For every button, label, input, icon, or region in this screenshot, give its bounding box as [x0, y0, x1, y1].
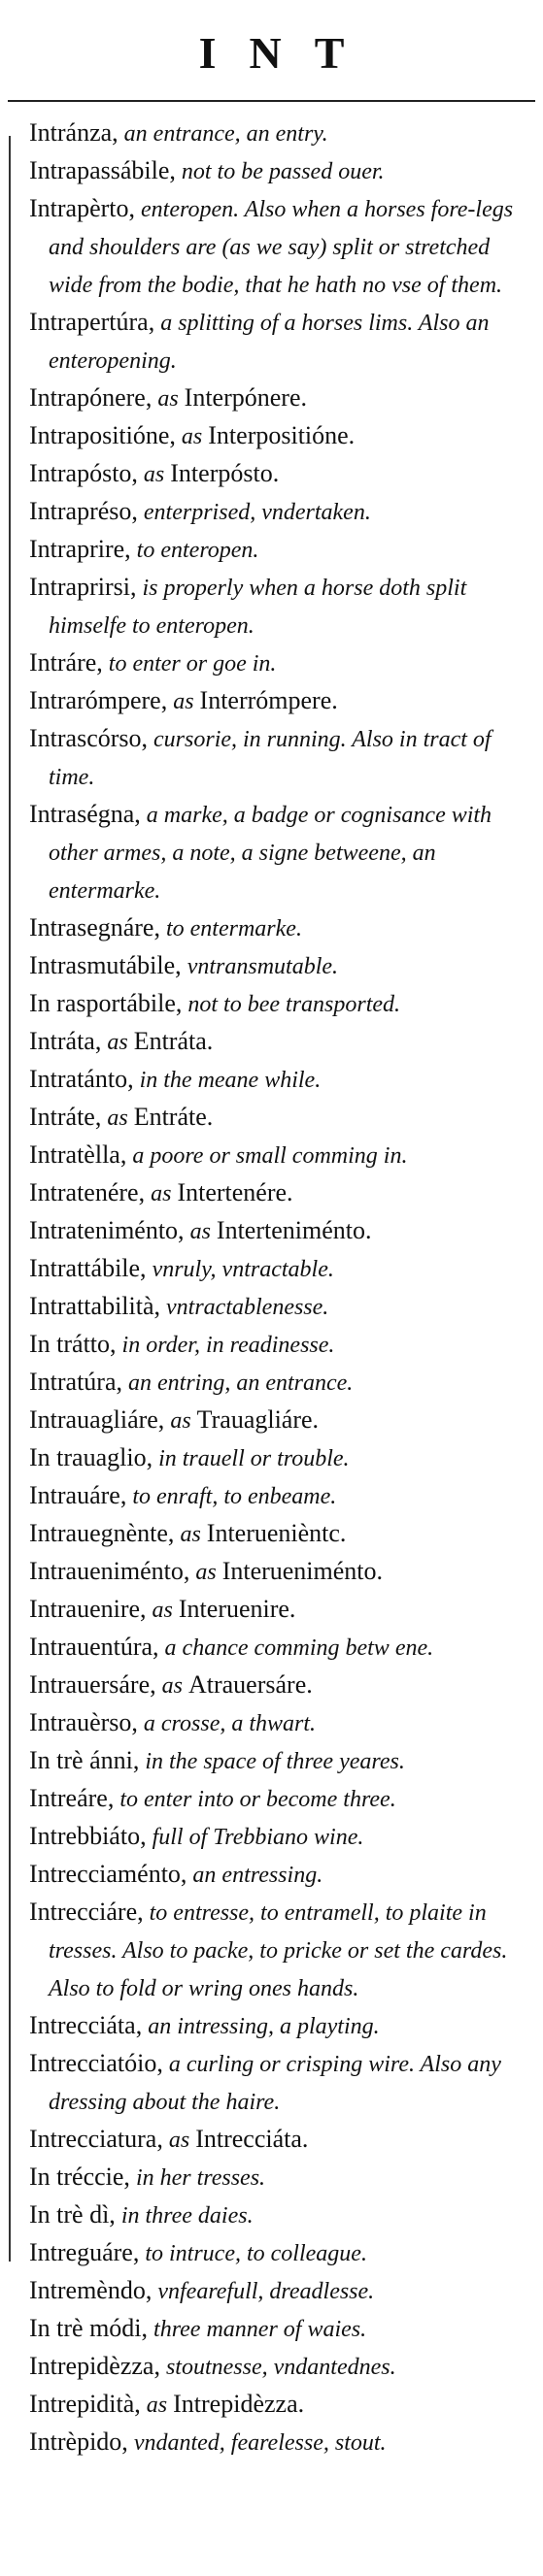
- dictionary-entry: [29, 2310, 534, 2348]
- entry-gloss: is properly when a horse doth split himselfe to enteropen.: [49, 576, 467, 639]
- entry-headword: Intrecciáta,: [29, 2011, 143, 2039]
- entry-headword: Intremèndo,: [29, 2276, 153, 2304]
- entry-gloss: as: [167, 689, 200, 714]
- dictionary-entry: [29, 455, 534, 493]
- entry-headword: Intrepidità,: [29, 2390, 141, 2418]
- dictionary-entry: [29, 1515, 534, 1553]
- dictionary-entry: [29, 1667, 534, 1704]
- dictionary-entry: [29, 417, 534, 455]
- entry-headword: Intránza,: [29, 118, 119, 147]
- entry-gloss: as: [162, 2128, 196, 2153]
- entry-headword: Intrapréso,: [29, 497, 138, 525]
- entry-cross-reference: Interteniménto.: [216, 1216, 372, 1244]
- entry-headword: Intrapónere,: [29, 383, 153, 412]
- entry-headword: In trátto,: [29, 1330, 117, 1358]
- entry-headword: Intrepidèzza,: [29, 2352, 160, 2380]
- entry-headword: Intrauáre,: [29, 1481, 127, 1509]
- header-rule: [8, 100, 535, 102]
- dictionary-entry: [29, 2159, 534, 2196]
- dictionary-entry: [29, 1174, 534, 1212]
- entry-cross-reference: Interpónere.: [184, 383, 307, 412]
- dictionary-entry: [29, 2234, 534, 2272]
- entry-headword: Intrecciatura,: [29, 2125, 163, 2153]
- dictionary-entry: [29, 720, 534, 796]
- entry-cross-reference: Intrepidèzza.: [173, 2390, 305, 2418]
- entry-gloss: enteropen. Also when a horses fore-legs and shoulders are (as we say) split or stretched wide from the bodie, that he hath no vse of them.: [49, 197, 514, 298]
- dictionary-entry: [29, 2424, 534, 2461]
- entry-gloss: as: [184, 1219, 217, 1244]
- entry-gloss: in order, in readinesse.: [116, 1333, 335, 1358]
- entry-headword: Intrasegnáre,: [29, 913, 160, 941]
- dictionary-entry: [29, 1477, 534, 1515]
- entry-gloss: not to be passed ouer.: [175, 159, 385, 184]
- entry-gloss: in three daies.: [115, 2203, 254, 2229]
- entry-gloss: to entermarke.: [159, 916, 302, 941]
- dictionary-entry: [29, 304, 534, 380]
- dictionary-entry: [29, 1629, 534, 1667]
- dictionary-entry: [29, 1099, 534, 1137]
- entry-headword: Intráta,: [29, 1027, 102, 1055]
- entry-headword: Intrauenire,: [29, 1595, 147, 1623]
- entry-headword: Intratánto,: [29, 1065, 134, 1093]
- dictionary-entry: [29, 115, 534, 152]
- entry-headword: Intrauentúra,: [29, 1633, 159, 1661]
- entry-cross-reference: Interrómpere.: [199, 686, 338, 714]
- dictionary-entry: [29, 152, 534, 190]
- entry-headword: Intrarómpere,: [29, 686, 168, 714]
- entry-gloss: as: [189, 1560, 222, 1585]
- entry-headword: Intrapósto,: [29, 459, 138, 487]
- entry-headword: Intráte,: [29, 1103, 102, 1131]
- entry-gloss: an entressing.: [187, 1863, 323, 1888]
- dictionary-entry: [29, 1780, 534, 1818]
- entry-headword: Intrapertúra,: [29, 308, 155, 336]
- entry-headword: Intrattabilità,: [29, 1292, 161, 1320]
- entry-gloss: a splitting of a horses lims. Also an enteropening.: [49, 311, 490, 374]
- entry-cross-reference: Entráta.: [133, 1027, 214, 1055]
- entry-headword: Intrapèrto,: [29, 194, 136, 222]
- dictionary-entry: [29, 1212, 534, 1250]
- entry-headword: Intrecciaménto,: [29, 1860, 187, 1888]
- entry-headword: Intrascórso,: [29, 724, 149, 752]
- entry-gloss: a curling or crisping wire. Also any dressing about the haire.: [49, 2052, 501, 2115]
- dictionary-entry: [29, 644, 534, 682]
- entry-gloss: as: [145, 1181, 178, 1206]
- entry-gloss: cursorie, in running. Also in tract of time.: [49, 727, 492, 790]
- entry-headword: In rasportábile,: [29, 989, 183, 1017]
- entry-gloss: as: [101, 1106, 134, 1131]
- entry-headword: Intreáre,: [29, 1784, 115, 1812]
- dictionary-entry: [29, 380, 534, 417]
- entry-list: [29, 115, 534, 2461]
- entry-cross-reference: Interpósto.: [170, 459, 280, 487]
- dictionary-entry: [29, 569, 534, 644]
- dictionary-entry: [29, 2196, 534, 2234]
- entry-gloss: as: [146, 1598, 179, 1623]
- entry-gloss: to intruce, to colleague.: [139, 2241, 367, 2266]
- entry-gloss: a chance comming betw ene.: [158, 1635, 434, 1661]
- dictionary-entry: [29, 682, 534, 720]
- entry-gloss: a poore or small comming in.: [126, 1143, 408, 1169]
- entry-headword: Intrebbiáto,: [29, 1822, 147, 1850]
- entry-gloss: vndanted, fearelesse, stout.: [127, 2430, 387, 2456]
- entry-headword: Intratèlla,: [29, 1140, 127, 1169]
- entry-cross-reference: Entráte.: [133, 1103, 214, 1131]
- entry-gloss: not to bee transported.: [182, 992, 401, 1017]
- entry-headword: Intraprirsi,: [29, 573, 137, 601]
- entry-gloss: as: [137, 462, 171, 487]
- entry-gloss: vntransmutable.: [181, 954, 339, 979]
- dictionary-entry: [29, 1137, 534, 1174]
- dictionary-entry: [29, 2348, 534, 2386]
- dictionary-entry: [29, 947, 534, 985]
- dictionary-entry: [29, 796, 534, 909]
- entry-gloss: as: [155, 1673, 188, 1699]
- entry-cross-reference: Intrecciáta.: [195, 2125, 309, 2153]
- dictionary-entry: [29, 1326, 534, 1364]
- dictionary-entry: [29, 1591, 534, 1629]
- entry-headword: Intrasmutábile,: [29, 951, 182, 979]
- dictionary-entry: [29, 1704, 534, 1742]
- entry-gloss: an entring, an entrance.: [122, 1371, 354, 1396]
- dictionary-entry: [29, 1402, 534, 1439]
- dictionary-entry: [29, 909, 534, 947]
- dictionary-entry: [29, 1742, 534, 1780]
- dictionary-entry: [29, 1364, 534, 1402]
- dictionary-entry: [29, 1856, 534, 1894]
- entry-gloss: in the meane while.: [133, 1068, 322, 1093]
- entry-headword: Intrapassábile,: [29, 156, 176, 184]
- entry-gloss: a marke, a badge or cognisance with other armes, a note, a signe betweene, an entermarke.: [49, 803, 492, 904]
- entry-headword: Intraprire,: [29, 535, 131, 563]
- dictionary-entry: [29, 1553, 534, 1591]
- entry-gloss: stoutnesse, vndantednes.: [159, 2355, 396, 2380]
- entry-headword: Intrecciatóio,: [29, 2049, 163, 2077]
- entry-gloss: a crosse, a thwart.: [137, 1711, 317, 1736]
- entry-headword: Intraségna,: [29, 800, 141, 828]
- entry-cross-reference: Atrauersáre.: [187, 1670, 313, 1699]
- entry-gloss: to entresse, to entramell, to plaite in tresses. Also to packe, to pricke or set the cardes. Also to fold or wring ones hands.: [49, 1900, 508, 2001]
- entry-headword: Intrattábile,: [29, 1254, 147, 1282]
- entry-gloss: three manner of waies.: [148, 2317, 367, 2342]
- dictionary-entry: [29, 1061, 534, 1099]
- dictionary-entry: [29, 1818, 534, 1856]
- dictionary-entry: [29, 1250, 534, 1288]
- dictionary-entry: [29, 2386, 534, 2424]
- entry-cross-reference: Interueniménto.: [221, 1557, 384, 1585]
- entry-gloss: an entrance, an entry.: [118, 121, 328, 147]
- dictionary-entry: [29, 190, 534, 304]
- entry-headword: Intrèpido,: [29, 2427, 128, 2456]
- entry-headword: Intreguáre,: [29, 2238, 140, 2266]
- entry-cross-reference: Interuenire.: [178, 1595, 296, 1623]
- dictionary-entry: [29, 2045, 534, 2121]
- entry-gloss: as: [101, 1030, 134, 1055]
- entry-headword: Intrauersáre,: [29, 1670, 156, 1699]
- entry-gloss: vnruly, vntractable.: [146, 1257, 334, 1282]
- dictionary-entry: [29, 985, 534, 1023]
- entry-headword: Intrapositióne,: [29, 421, 176, 449]
- entry-gloss: vntractablenesse.: [160, 1295, 329, 1320]
- entry-cross-reference: Interpositióne.: [208, 421, 356, 449]
- entry-cross-reference: Trauagliáre.: [196, 1405, 320, 1434]
- entry-gloss: in her tresses.: [129, 2165, 266, 2191]
- entry-gloss: full of Trebbiano wine.: [146, 1825, 364, 1850]
- entry-gloss: to enteropen.: [130, 538, 259, 563]
- entry-headword: Intrauèrso,: [29, 1708, 138, 1736]
- entry-gloss: vnfearefull, dreadlesse.: [152, 2279, 375, 2304]
- dictionary-entry: [29, 2121, 534, 2159]
- entry-gloss: in the space of three yeares.: [139, 1749, 405, 1774]
- entry-gloss: to enraft, to enbeame.: [126, 1484, 337, 1509]
- entry-headword: Intrateniménto,: [29, 1216, 185, 1244]
- entry-gloss: as: [174, 1522, 207, 1547]
- entry-gloss: to enter or goe in.: [102, 651, 277, 677]
- entry-headword: Intráre,: [29, 648, 103, 677]
- entry-headword: Intratenére,: [29, 1178, 146, 1206]
- entry-headword: In trè módi,: [29, 2314, 149, 2342]
- dictionary-entry: [29, 1894, 534, 2007]
- entry-headword: Intrauagliáre,: [29, 1405, 165, 1434]
- entry-headword: In trauaglio,: [29, 1443, 153, 1471]
- entry-gloss: in trauell or trouble.: [153, 1446, 350, 1471]
- running-head: INT: [198, 28, 378, 78]
- entry-headword: In trè ánni,: [29, 1746, 140, 1774]
- entry-headword: Intrecciáre,: [29, 1898, 144, 1926]
- entry-gloss: as: [152, 386, 185, 412]
- entry-gloss: as: [140, 2393, 174, 2418]
- entry-gloss: an intressing, a playting.: [142, 2014, 380, 2039]
- entry-gloss: enterprised, vndertaken.: [137, 500, 371, 525]
- dictionary-entry: [29, 1023, 534, 1061]
- entry-gloss: as: [175, 424, 209, 449]
- entry-headword: Intraueniménto,: [29, 1557, 190, 1585]
- entry-headword: In tréccie,: [29, 2163, 130, 2191]
- dictionary-entry: [29, 1439, 534, 1477]
- dictionary-entry: [29, 2007, 534, 2045]
- entry-gloss: as: [164, 1408, 197, 1434]
- entry-cross-reference: Intertenére.: [177, 1178, 293, 1206]
- dictionary-entry: [29, 2272, 534, 2310]
- column-rule: [9, 136, 11, 2262]
- entry-headword: Intratúra,: [29, 1368, 123, 1396]
- dictionary-entry: [29, 531, 534, 569]
- dictionary-entry: [29, 1288, 534, 1326]
- entry-headword: Intrauegnènte,: [29, 1519, 175, 1547]
- dictionary-entry: [29, 493, 534, 531]
- entry-gloss: to enter into or become three.: [114, 1787, 396, 1812]
- entry-headword: In trè dì,: [29, 2200, 116, 2229]
- entry-cross-reference: Interuenièntc.: [206, 1519, 347, 1547]
